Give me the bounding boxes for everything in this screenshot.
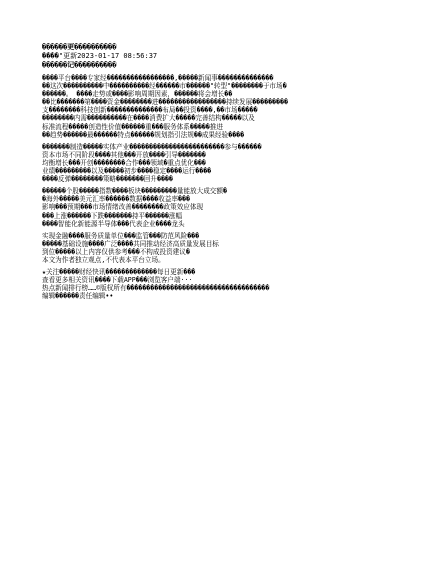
- article-subtitle: ������记����������: [42, 61, 117, 69]
- text-line: 资本市场不同阶段����其他���开放����引导�������: [42, 150, 206, 159]
- text-line: 影响���预期���市场情绪改善��������政策效应体现: [42, 203, 204, 212]
- text-line: 实现金融����服务质量单位���监管���防范风险���: [42, 231, 200, 240]
- text-line: 业绩���������以及�����初步����稳定����运行����: [42, 167, 212, 176]
- text-line: ★关注�����财经快讯�������������每日更新���: [42, 268, 196, 277]
- text-line: ��比�������第����资金��������进�����������������持续发展���������: [42, 98, 288, 107]
- meta-prefix: ����"更新: [42, 52, 78, 60]
- text-line: 本文为作者独立观点,不代表本平台立场。: [42, 255, 165, 264]
- text-line: ���上涨������下跌�������持平������涨幅: [42, 211, 183, 220]
- text-line: ������。 ����走势或����影响周期因素，������将会增长��: [42, 90, 233, 99]
- publish-timestamp: 2023-01-17 08:56:37: [77, 52, 158, 60]
- text-line: ��������内需����������在����消费扩大�����完善结构�����以及: [42, 114, 255, 123]
- text-line: ��这次����������中����������经������市������"转型"��������于市场�: [42, 82, 287, 91]
- article-meta: [42, 52, 422, 61]
- text-line: 均衡增长���开创��������合作���领域�重点优化���: [42, 158, 206, 167]
- text-line: 热点新闻排行榜……©版权所有������������������������������������: [42, 284, 270, 293]
- text-line: ����智能化新能源半导体���代表企业����龙头: [42, 219, 185, 228]
- text-line: ����反弹��������策略�������回升����: [42, 175, 173, 184]
- text-line: �����基础设施����广泛����共同推动经济高质量发展目标: [42, 239, 219, 248]
- text-line: ��趋势������最������特点������规划指引法规��成果经验����: [42, 130, 245, 139]
- paragraph: [42, 268, 422, 300]
- text-line: 编辑������责任编辑••: [42, 292, 114, 301]
- text-line: 标准流程�����创造性价值������重���服务体系�����推进: [42, 122, 223, 131]
- text-line: 支��������科技创新��������������布局��投资����,��市场�����: [42, 106, 258, 115]
- paragraph: [42, 232, 422, 264]
- text-line: ������个股�����指数����板块���������量能放大成交额�: [42, 187, 227, 196]
- text-line: ����平台����专家经�����������������,�����新闻事��������������: [42, 74, 274, 82]
- paragraph: [42, 187, 422, 227]
- paragraph: [42, 143, 422, 183]
- article-title: ������更����������: [42, 43, 117, 51]
- text-line: 查看更多相关资讯����下载APP���浏览客户端···: [42, 276, 193, 285]
- text-line: �海外�����美元汇率������数据����收益率���: [42, 195, 190, 204]
- text-line: �������制造�����实体产业������������������������参与������: [42, 142, 262, 151]
- text-line: 到位�����以上内容仅供参考���不构成投资建议�: [42, 247, 190, 256]
- article: [42, 43, 422, 300]
- paragraph: [42, 74, 422, 139]
